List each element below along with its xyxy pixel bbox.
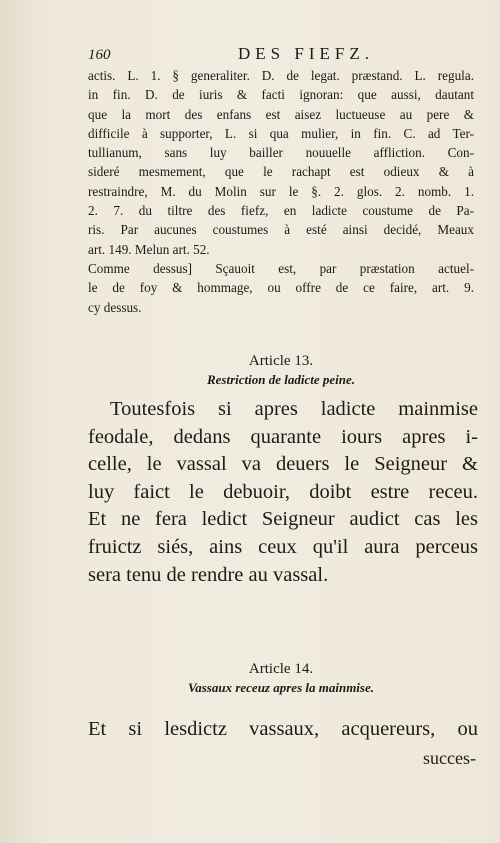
article-13-line: fruictz siés, ains ceux qu'il aura perceus	[88, 535, 478, 558]
article-13-line: sera tenu de rendre au vassal.	[88, 563, 329, 586]
article-14-line: Et si lesdictz vassaux, acquereurs, ou	[88, 718, 478, 740]
article-13-heading	[88, 352, 468, 389]
article-13-line: luy faict le debuoir, doibt estre receu.	[88, 480, 478, 503]
note-line: sideré mesmement, que le rachapt est odieux & à	[88, 164, 474, 180]
article-13-label: Article 13.	[248, 353, 314, 369]
article-13-line: Et ne fera ledict Seigneur audict cas les	[88, 508, 478, 531]
catchword: succes-	[423, 748, 476, 768]
running-title: DES FIEFZ.	[238, 44, 374, 63]
note-line: art. 149. Melun art. 52.	[88, 241, 210, 257]
note-line: actis. L. 1. § generaliter. D. de legat. præstand. L. regula.	[88, 68, 474, 83]
article-13-line: celle, le vassal va deuers le Seigneur &	[88, 453, 478, 476]
note-line: tullianum, sans luy bailler nouuelle affliction. Con-	[88, 145, 474, 161]
note-line: 2. 7. du tiltre des fiefz, en ladicte coustume de Pa-	[88, 203, 474, 219]
note-line: restraindre, M. du Molin sur le §. 2. glos. 2. nomb. 1.	[88, 183, 474, 199]
article-13-subtitle: Restriction de ladicte peine.	[206, 372, 356, 387]
article-14-heading	[88, 660, 468, 697]
article-14-label: Article 14.	[248, 661, 314, 677]
article-13-text	[88, 396, 478, 589]
note-line: cy dessus.	[88, 299, 142, 315]
note-line: in fin. D. de iuris & facti ignoran: que aussi, dautant	[88, 87, 474, 103]
note-line: que la mort des enfans est aisez luctueuse au pere &	[88, 106, 474, 122]
commentary-notes	[88, 66, 474, 317]
note-line: le de foy & hommage, ou offre de ce faire, art. 9.	[88, 280, 474, 296]
note-line: Comme dessus] Sçauoit est, par præstation actuel-	[88, 260, 474, 276]
article-13-line: Toutesfois si apres ladicte mainmise	[110, 398, 478, 420]
article-13-line: feodale, dedans quarante iours apres i-	[88, 425, 478, 448]
note-line: ris. Par aucunes coustumes à esté ainsi decidé, Meaux	[88, 222, 474, 238]
article-14-subtitle: Vassaux receuz apres la mainmise.	[188, 680, 374, 695]
note-line: difficile à supporter, L. si qua mulier, in fin. C. ad Ter-	[88, 125, 474, 141]
page-number: 160	[88, 47, 111, 63]
article-14-text	[88, 716, 478, 744]
page-header	[88, 44, 468, 66]
